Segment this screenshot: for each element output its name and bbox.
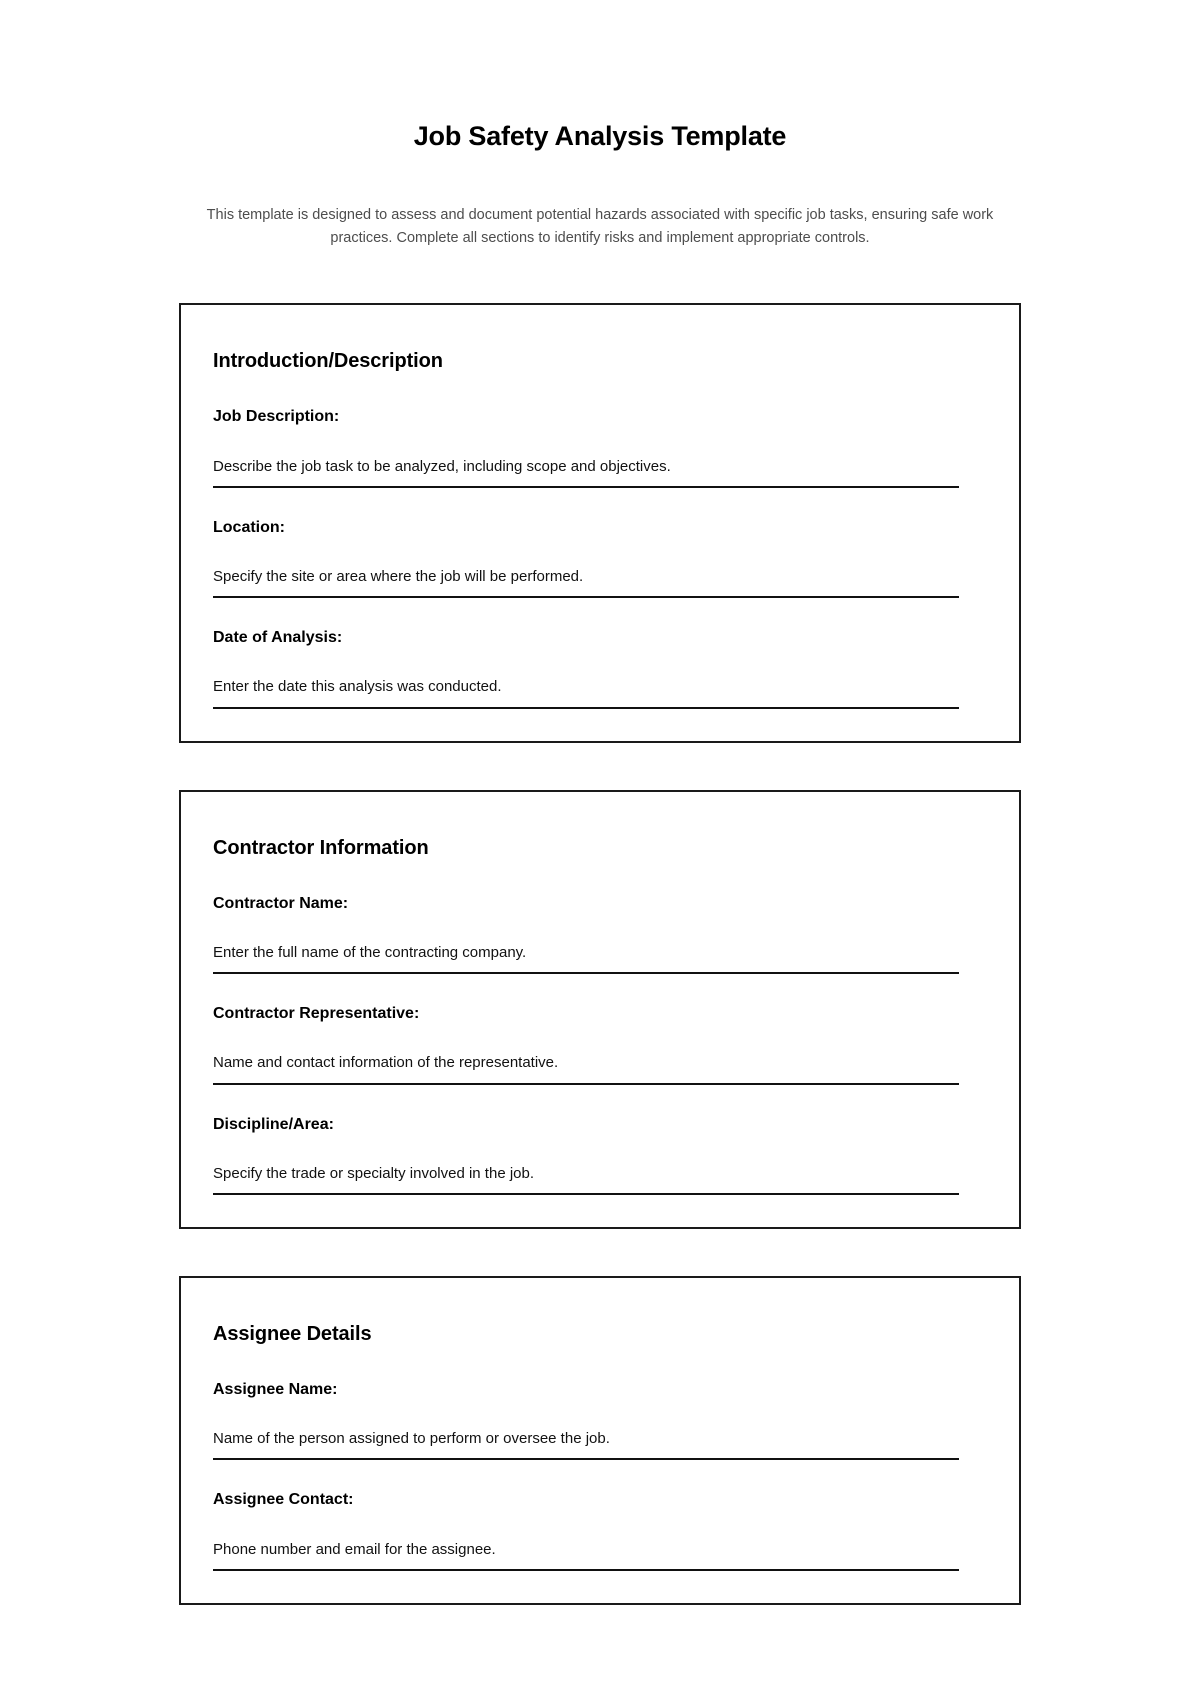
field-description: Name of the person assigned to perform or oversee the job. (213, 1430, 610, 1448)
field-label: Assignee Name: (213, 1380, 338, 1398)
form-field-job-description (213, 407, 989, 487)
document-body (179, 0, 1021, 1605)
field-label: Assignee Contact: (213, 1491, 354, 1509)
field-entry-line[interactable] (213, 486, 959, 488)
form-field-location (213, 518, 989, 598)
field-description: Phone number and email for the assignee. (213, 1540, 496, 1558)
section-card-assignee-details (179, 1276, 1021, 1605)
field-description: Name and contact information of the representative. (213, 1054, 559, 1072)
form-field-contractor-representative (213, 1004, 989, 1084)
form-field-assignee-contact (213, 1490, 989, 1570)
form-field-contractor-name (213, 894, 989, 974)
section-heading: Contractor Information (213, 836, 429, 859)
field-label: Contractor Name: (213, 894, 349, 912)
section-card-introduction-description (179, 303, 1021, 742)
field-label: Location: (213, 518, 285, 536)
page-title: Job Safety Analysis Template (413, 121, 787, 151)
field-entry-line[interactable] (213, 1569, 959, 1571)
section-heading: Introduction/Description (213, 350, 443, 373)
field-description: Describe the job task to be analyzed, including scope and objectives. (213, 457, 671, 475)
field-description: Specify the trade or specialty involved in the job. (213, 1164, 535, 1182)
field-description: Specify the site or area where the job will be performed. (213, 567, 584, 585)
field-label: Discipline/Area: (213, 1115, 334, 1133)
section-card-contractor-information (179, 790, 1021, 1229)
field-entry-line[interactable] (213, 972, 959, 974)
field-label: Contractor Representative: (213, 1005, 420, 1023)
form-field-date-of-analysis (213, 628, 989, 708)
field-entry-line[interactable] (213, 707, 959, 709)
form-field-discipline-area (213, 1115, 989, 1195)
page-subtitle: This template is designed to assess and document potential hazards associated with specific job tasks, ensuring safe work practices. Complete all sections to identify risks and implement appropriate controls. (206, 207, 994, 246)
form-field-assignee-name (213, 1380, 989, 1460)
field-label: Job Description: (213, 408, 340, 426)
field-entry-line[interactable] (213, 1458, 959, 1460)
field-description: Enter the date this analysis was conducted. (213, 678, 502, 696)
field-entry-line[interactable] (213, 1083, 959, 1085)
field-description: Enter the full name of the contracting company. (213, 943, 527, 961)
field-label: Date of Analysis: (213, 629, 343, 647)
section-heading: Assignee Details (213, 1322, 372, 1345)
field-entry-line[interactable] (213, 596, 959, 598)
field-entry-line[interactable] (213, 1193, 959, 1195)
